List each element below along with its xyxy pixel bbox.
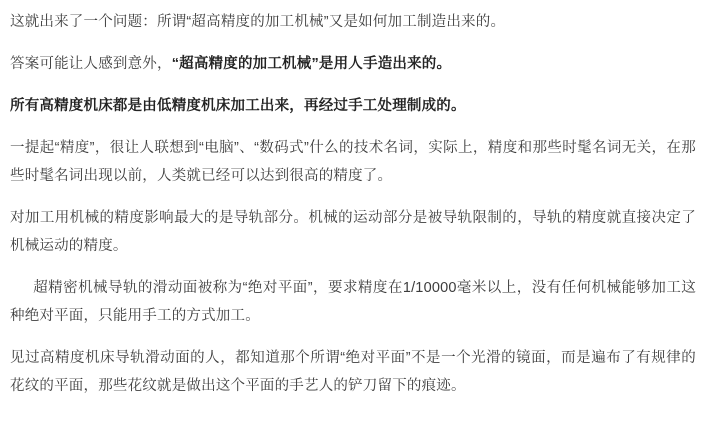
paragraph-5: 对加工用机械的精度影响最大的是导轨部分。机械的运动部分是被导轨限制的，导轨的精度就直接决定了机械运动的精度。 [10, 210, 696, 254]
paragraph-3: 所有高精度机床都是由低精度机床加工出来，再经过手工处理制成的。 [10, 98, 466, 114]
paragraph-2 [10, 50, 696, 78]
paragraph-4: 一提起“精度”，很让人联想到“电脑”、“数码式”什么的技术名词，实际上，精度和那些时髦名词无关，在那些时髦名词出现以前，人类就已经可以达到很高的精度了。 [10, 140, 696, 184]
paragraph-7: 见过高精度机床导轨滑动面的人，都知道那个所谓“绝对平面”不是一个光滑的镜面，而是遍布了有规律的花纹的平面，那些花纹就是做出这个平面的手艺人的铲刀留下的痕迹。 [10, 350, 696, 394]
paragraph-1: 这就出来了一个问题：所谓“超高精度的加工机械”又是如何加工制造出来的。 [10, 14, 506, 30]
paragraph-6: 超精密机械导轨的滑动面被称为“绝对平面”，要求精度在1/10000毫米以上，没有任何机械能够加工这种绝对平面，只能用手工的方式加工。 [10, 280, 696, 324]
paragraph-2-emphasis: “超高精度的加工机械”是用人手造出来的。 [171, 56, 452, 72]
paragraph-2-lead: 答案可能让人感到意外， [10, 56, 172, 72]
